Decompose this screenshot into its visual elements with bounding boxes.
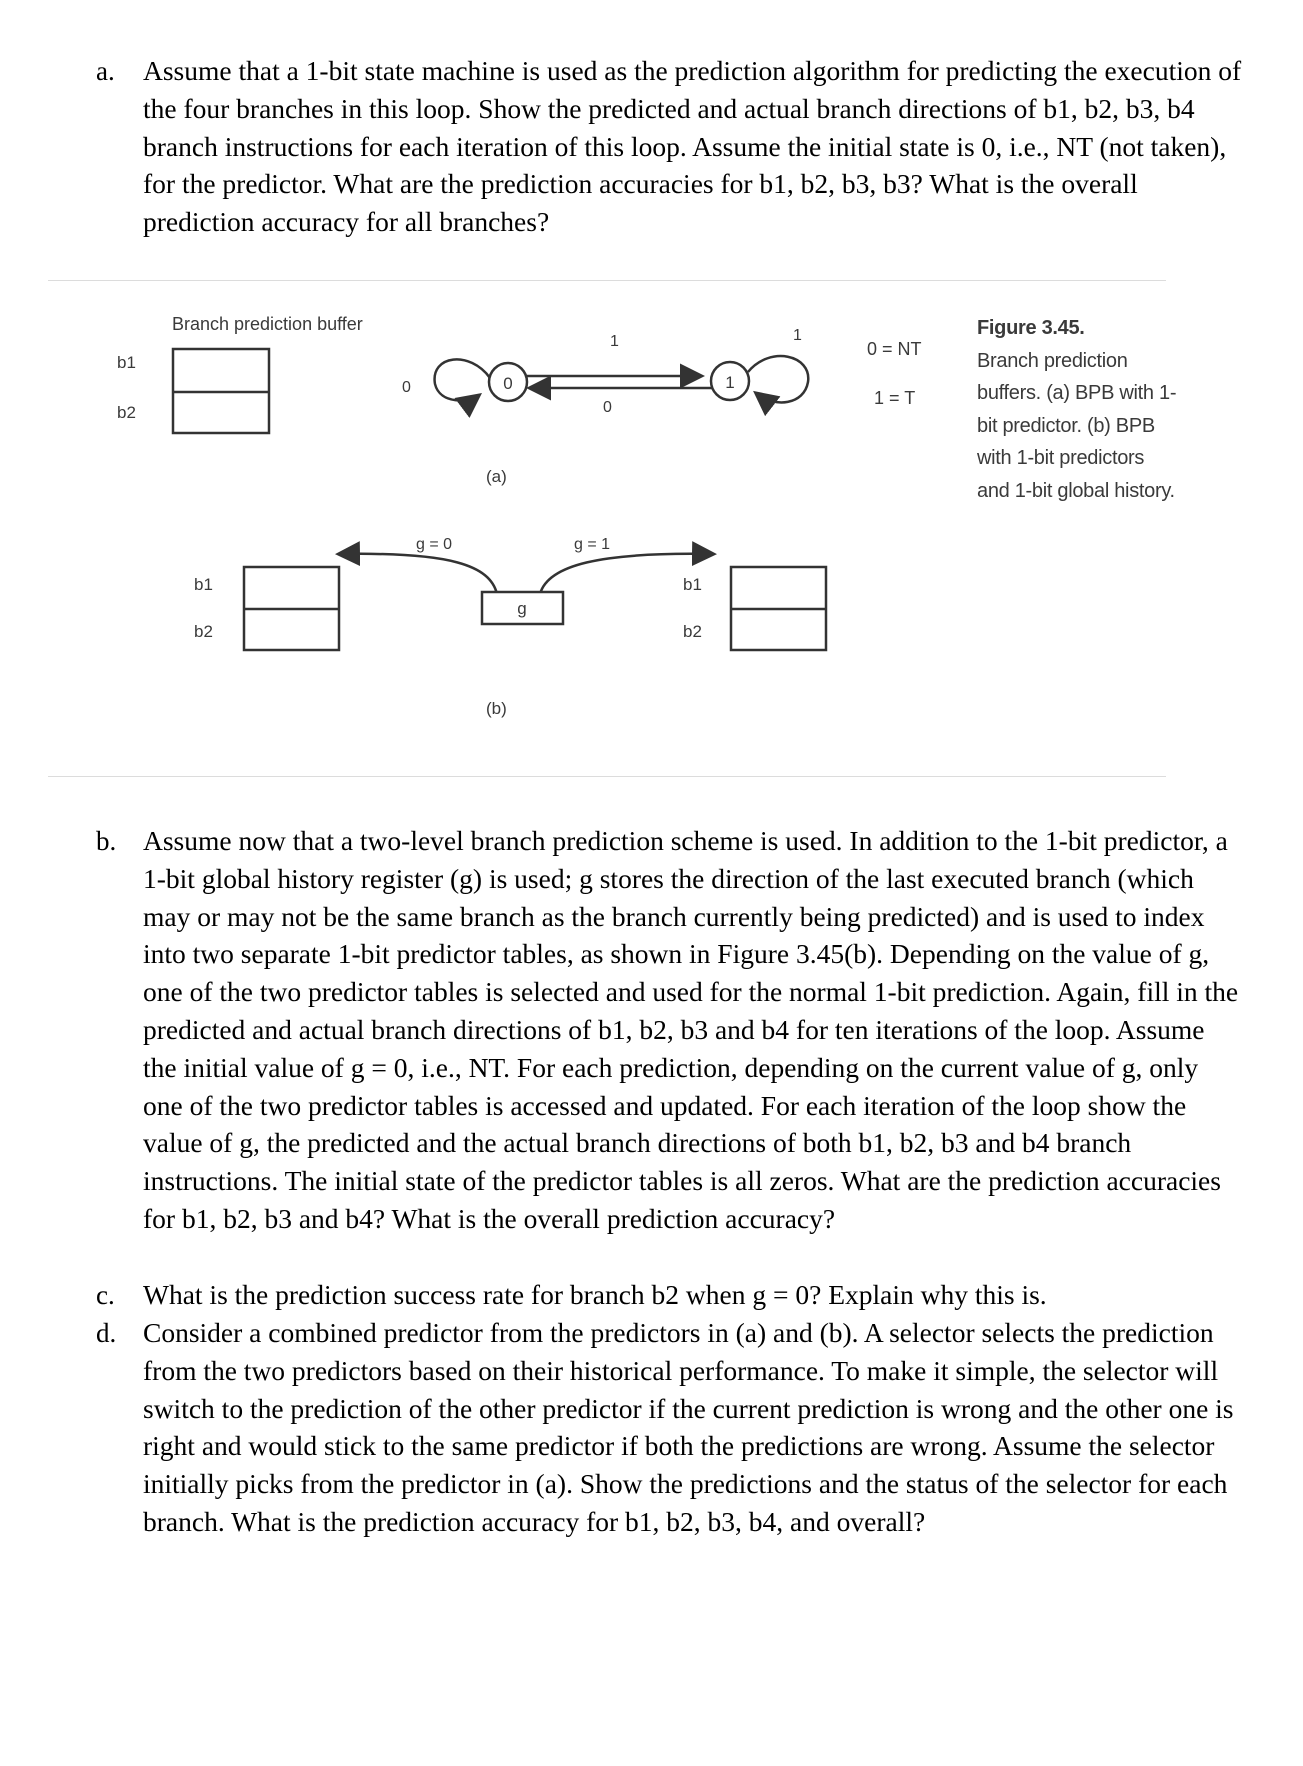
buffer-b-left-row-b2-label: b2	[194, 622, 213, 641]
buffer-a-row-b2-label: b2	[117, 403, 136, 422]
legend-t: 1 = T	[874, 388, 916, 408]
buffer-label: Branch prediction buffer	[172, 314, 363, 334]
question-c-marker: c.	[96, 1280, 115, 1310]
edge-1-to-0-label: 0	[603, 399, 612, 416]
buffer-b-right-row-b1-label: b1	[683, 575, 702, 594]
state-0-label: 0	[503, 374, 513, 393]
subfigure-a-label: (a)	[486, 467, 507, 486]
self-loop-state-1	[748, 356, 808, 402]
buffer-b-right-row-b2-label: b2	[683, 622, 702, 641]
figure-caption-text: Branch prediction buffers. (a) BPB with 1-bit predictor. (b) BPB with 1-bit predictors and 1-bit global history.	[977, 349, 1177, 502]
question-c-text: What is the prediction success rate for branch b2 when g = 0? Explain why this is.	[143, 1279, 1047, 1310]
question-d-marker: d.	[96, 1318, 117, 1348]
legend-nt: 0 = NT	[867, 339, 922, 359]
figure-bottom-divider	[48, 776, 1166, 777]
arrow-g-zero	[340, 554, 497, 594]
subfigure-b-label: (b)	[486, 699, 507, 718]
self-loop-state-0	[435, 359, 490, 400]
figure-caption	[977, 312, 1177, 507]
question-a-text: Assume that a 1-bit state machine is used as the prediction algorithm for predicting the execution of the four branches in this loop. Show the predicted and actual branch directions of b1, b2, b3, b4 branch instructions for each iteration of this loop. Assume the initial state is 0, i.e., NT (not taken), for the predictor. What are the prediction accuracies for b1, b2, b3, b3? What is the overall prediction accuracy for all branches?	[143, 55, 1242, 238]
g-register-label: g	[517, 599, 527, 618]
figure-caption-title: Figure 3.45.	[977, 317, 1085, 339]
question-a-marker: a.	[96, 56, 115, 86]
question-d-text: Consider a combined predictor from the predictors in (a) and (b). A selector selects the prediction from the two predictors based on their historical performance. To make it simple, the selector will switch to the prediction of the other predictor if the current prediction is wrong and the other one is right and would stick to the same predictor if both the predictions are wrong. Assume the selector initially picks from the predictor in (a). Show the predictions and the status of the selector for each branch. What is the prediction accuracy for b1, b2, b3, b4, and overall?	[143, 1317, 1234, 1537]
question-b-marker: b.	[96, 826, 117, 856]
figure-top-divider	[48, 280, 1166, 281]
edge-0-to-1-label: 1	[610, 333, 619, 350]
buffer-b-left-row-b1-label: b1	[194, 575, 213, 594]
g-one-label: g = 1	[574, 536, 611, 553]
edge-1-self-label: 1	[793, 327, 802, 344]
edge-0-self-label: 0	[402, 379, 411, 396]
buffer-a-row-b1-label: b1	[117, 353, 136, 372]
g-zero-label: g = 0	[416, 536, 453, 553]
state-1-label: 1	[725, 373, 735, 392]
question-b-text: Assume now that a two-level branch prediction scheme is used. In addition to the 1-bit predictor, a 1-bit global history register (g) is used; g stores the direction of the last executed branch (which may or may not be the same branch as the branch currently being predicted) and is used to index into two separate 1-bit predictor tables, as shown in Figure 3.45(b). Depending on the value of g, one of the two predictor tables is selected and used for the normal 1-bit prediction. Again, fill in the predicted and actual branch directions of b1, b2, b3 and b4 for ten iterations of the loop. Assume the initial value of g = 0, i.e., NT. For each prediction, depending on the current value of g, only one of the two predictor tables is accessed and updated. For each iteration of the loop show the value of g, the predicted and the actual branch directions of both b1, b2, b3 and b4 branch instructions. The initial state of the predictor tables is all zeros. What are the prediction accuracies for b1, b2, b3 and b4? What is the overall prediction accuracy?	[143, 825, 1239, 1234]
